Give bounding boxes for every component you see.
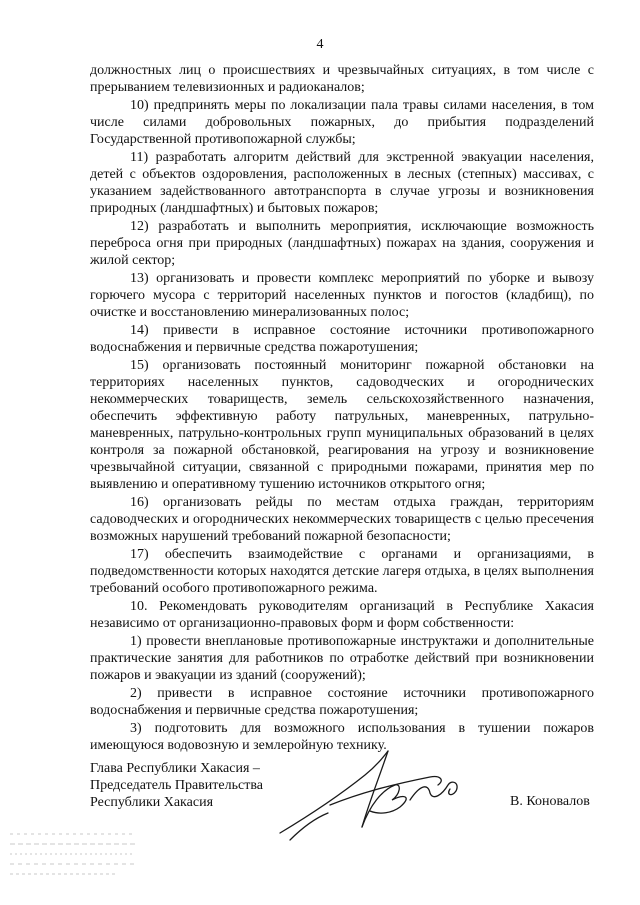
page-number: 4: [316, 37, 324, 52]
paragraph: 17) обеспечить взаимодействие с органами и организациями, в подведомственности которых находятся детские лагеря отдыха, в целях выполнения требований особого противопожарного режима.: [90, 547, 594, 596]
paragraph: 12) разработать и выполнить мероприятия, исключающие возможность переброса огня при природных (ландшафтных) пожарах на здания, сооружения и жилой сектор;: [90, 219, 594, 268]
paragraph: 1) провести внеплановые противопожарные инструктажи и дополнительные практические занятия для работников по отработке действий при возникновении пожаров и эвакуации из зданий (сооружений);: [90, 634, 594, 683]
paragraph: 15) организовать постоянный мониторинг пожарной обстановки на территориях населенных пунктов, садоводческих и огороднических некоммерческих товариществ, земель сельскохозяйственного назначения, обеспечить эффективную работу патрульных, маневренных, патрульно-маневренных, патрульно-контрольных групп муниципальных образований в целях контроля за пожарной обстановкой, реагирования на угрозу и возникновение чрезвычайной ситуации, связанной с природными пожарами, принятия мер по выявлению и оперативному тушению источников открытого огня;: [90, 358, 594, 492]
paragraph: 10. Рекомендовать руководителям организаций в Республике Хакасия независимо от организационно-правовых форм и форм собственности:: [90, 599, 594, 631]
signer-name: В. Коновалов: [510, 794, 590, 809]
handwritten-signature: [270, 745, 480, 845]
signatory-title: [90, 760, 263, 811]
document-body: [90, 62, 594, 755]
paragraph: должностных лиц о происшествиях и чрезвычайных ситуациях, в том числе с прерыванием телевизионных и радиоканалов;: [90, 63, 594, 95]
paragraph: 16) организовать рейды по местам отдыха граждан, территориям садоводческих и огороднических некоммерческих товариществ с целью пресечения возможных нарушений требований пожарной безопасности;: [90, 495, 594, 544]
faint-stamp: [8, 828, 143, 878]
paragraph: 14) привести в исправное состояние источники противопожарного водоснабжения и первичные средства пожаротушения;: [90, 323, 594, 355]
signatory-title-line: Глава Республики Хакасия –: [90, 761, 260, 776]
paragraph: 2) привести в исправное состояние источники противопожарного водоснабжения и первичные средства пожаротушения;: [90, 686, 594, 718]
signatory-title-line: Председатель Правительства: [90, 778, 263, 793]
paragraph: 11) разработать алгоритм действий для экстренной эвакуации населения, детей с объектов оздоровления, расположенных в лесных (степных) массивах, с указанием задействованного автотранспорта в случае угрозы и возникновения природных (ландшафтных) и бытовых пожаров;: [90, 150, 594, 216]
paragraph: 10) предпринять меры по локализации пала травы силами населения, в том числе силами добровольных пожарных, до прибытия подразделений Государственной противопожарной службы;: [90, 98, 594, 147]
paragraph: 13) организовать и провести комплекс мероприятий по уборке и вывозу горючего мусора с территорий населенных пунктов и погостов (кладбищ), по очистке и восстановлению минерализованных полос;: [90, 271, 594, 320]
paragraph: 3) подготовить для возможного использования в тушении пожаров имеющуюся водовозную и землеройную технику.: [90, 721, 594, 753]
signatory-title-line: Республики Хакасия: [90, 795, 214, 810]
